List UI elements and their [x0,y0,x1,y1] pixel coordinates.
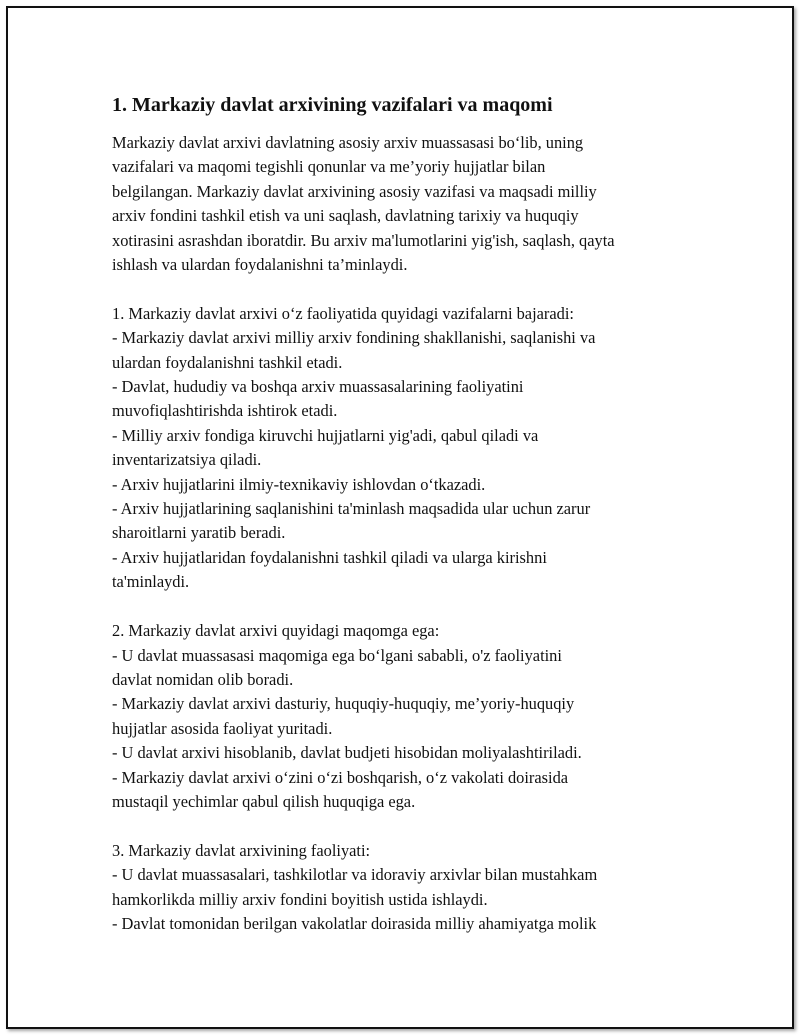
paragraph-line: belgilangan. Markaziy davlat arxivining asosiy vazifasi va maqsadi milliy [112,181,597,201]
list-item: - Milliy arxiv fondiga kiruvchi hujjatlarni yig'adi, qabul qiladi va [112,425,539,445]
list-item-continuation: muvofiqlashtirishda ishtirok etadi. [112,401,338,421]
list-item-continuation: hamkorlikda milliy arxiv fondini boyitish ustida ishlaydi. [112,889,488,909]
section-heading: 2. Markaziy davlat arxivi quyidagi maqomga ega: [112,621,440,641]
paragraph-gap [112,277,702,301]
list-item: - Arxiv hujjatlarini ilmiy-texnikaviy ishlovdan o‘tkazadi. [112,474,486,494]
paragraph-line: Markaziy davlat arxivi davlatning asosiy arxiv muassasasi bo‘lib, uning [112,133,584,152]
paragraph-gap [112,814,702,838]
list-item-continuation: davlat nomidan olib boradi. [112,669,294,689]
list-item: - Davlat, hududiy va boshqa arxiv muassasalarining faoliyatini [112,377,524,397]
paragraph-line: arxiv fondini tashkil etish va uni saqlash, davlatning tarixiy va huquqiy [112,206,579,226]
list-item: - Markaziy davlat arxivi o‘zini o‘zi boshqarish, o‘z vakolati doirasida [112,767,569,787]
list-item-continuation: mustaqil yechimlar qabul qilish huquqiga ega. [112,791,416,811]
list-item-continuation: inventarizatsiya qiladi. [112,450,262,470]
list-item-continuation: ulardan foydalanishni tashkil etadi. [112,352,343,372]
paragraph-gap [112,595,702,619]
paragraph-line: xotirasini asrashdan iboratdir. Bu arxiv ma'lumotlarini yig'ish, saqlash, qayta [112,230,615,250]
list-item-continuation: ta'minlaydi. [112,572,190,592]
paragraph-line: ishlash va ulardan foydalanishni ta’minlaydi. [112,255,408,275]
paragraph-line: vazifalari va maqomi tegishli qonunlar va me’yoriy hujjatlar bilan [112,157,546,177]
list-item-continuation: sharoitlarni yaratib beradi. [112,523,286,543]
document-body [112,91,702,936]
list-item: - Markaziy davlat arxivi milliy arxiv fondining shakllanishi, saqlanishi va [112,328,596,348]
section-heading: 1. Markaziy davlat arxivi o‘z faoliyatida quyidagi vazifalarni bajaradi: [112,303,574,323]
list-item-continuation: hujjatlar asosida faoliyat yuritadi. [112,718,333,738]
list-item: - U davlat muassasasi maqomiga ega bo‘lgani sababli, o'z faoliyatini [112,645,562,665]
document-title: 1. Markaziy davlat arxivining vazifalari va maqomi [112,94,553,116]
document-text [112,131,702,936]
section-heading: 3. Markaziy davlat arxivining faoliyati: [112,840,371,860]
list-item: - U davlat arxivi hisoblanib, davlat budjeti hisobidan moliyalashtiriladi. [112,743,582,763]
list-item: - Markaziy davlat arxivi dasturiy, huquqiy-huquqiy, me’yoriy-huquqiy [112,694,575,714]
list-item: - Arxiv hujjatlarining saqlanishini ta'minlash maqsadida ular uchun zarur [112,499,591,519]
list-item: - Arxiv hujjatlaridan foydalanishni tashkil qiladi va ularga kirishni [112,547,547,567]
list-item: - Davlat tomonidan berilgan vakolatlar doirasida milliy ahamiyatga molik [112,913,597,933]
list-item: - U davlat muassasalari, tashkilotlar va idoraviy arxivlar bilan mustahkam [112,865,598,885]
